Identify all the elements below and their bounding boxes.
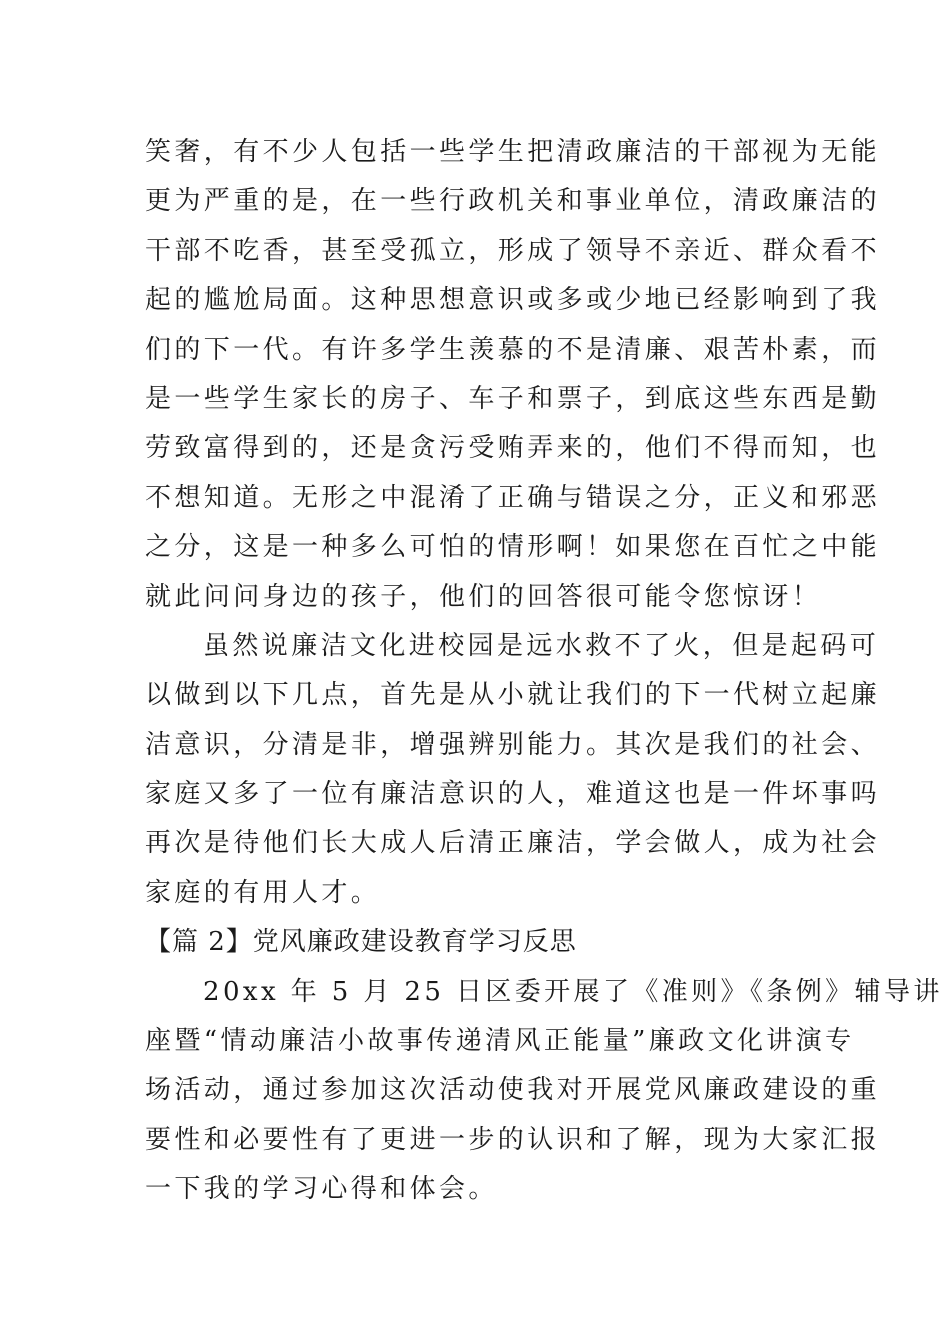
text-line: 20xx 年 5 月 25 日区委开展了《准则》《条例》辅导讲 bbox=[203, 976, 943, 1007]
text-line: 洁意识，分清是非，增强辨别能力。其次是我们的社会、 bbox=[145, 729, 881, 760]
text-line: 之分，这是一种多么可怕的情形啊！如果您在百忙之中能 bbox=[145, 532, 881, 563]
text-line: 们的下一代。有许多学生羡慕的不是清廉、艰苦朴素，而 bbox=[145, 334, 881, 365]
text-line: 不想知道。无形之中混淆了正确与错误之分，正义和邪恶 bbox=[145, 482, 881, 513]
text-line: 座暨“情动廉洁小故事传递清风正能量”廉政文化讲演专 bbox=[145, 1026, 855, 1057]
paragraph bbox=[145, 622, 881, 918]
text-line: 笑奢，有不少人包括一些学生把清政廉洁的干部视为无能 bbox=[145, 137, 881, 167]
document-body bbox=[145, 128, 943, 1215]
text-line: 就此问问身边的孩子，他们的回答很可能令您惊讶！ bbox=[145, 581, 822, 612]
text-line: 家庭的有用人才。 bbox=[145, 877, 381, 908]
text-line: 场活动，通过参加这次活动使我对开展党风廉政建设的重 bbox=[145, 1075, 881, 1106]
text-line: 以做到以下几点，首先是从小就让我们的下一代树立起廉 bbox=[145, 680, 881, 711]
text-line: 干部不吃香，甚至受孤立，形成了领导不亲近、群众看不 bbox=[145, 235, 881, 266]
text-line: 虽然说廉洁文化进校园是远水救不了火，但是起码可 bbox=[203, 630, 880, 661]
text-line: 劳致富得到的，还是贪污受贿弄来的，他们不得而知，也 bbox=[145, 433, 881, 464]
text-line: 家庭又多了一位有廉洁意识的人，难道这也是一件坏事吗 bbox=[145, 779, 881, 810]
text-line: 再次是待他们长大成人后清正廉洁，学会做人，成为社会 bbox=[145, 828, 881, 859]
text-line: 一下我的学习心得和体会。 bbox=[145, 1174, 498, 1205]
paragraph bbox=[145, 128, 881, 622]
text-line: 要性和必要性有了更进一步的认识和了解，现为大家汇报 bbox=[145, 1124, 881, 1155]
section-heading: 【篇 2】党风廉政建设教育学习反思 bbox=[145, 927, 577, 958]
text-line: 更为严重的是，在一些行政机关和事业单位，清政廉洁的 bbox=[145, 186, 881, 217]
text-line: 是一些学生家长的房子、车子和票子，到底这些东西是勤 bbox=[145, 383, 881, 414]
text-line: 起的尴尬局面。这种思想意识或多或少地已经影响到了我 bbox=[145, 285, 881, 316]
paragraph bbox=[145, 968, 943, 1215]
